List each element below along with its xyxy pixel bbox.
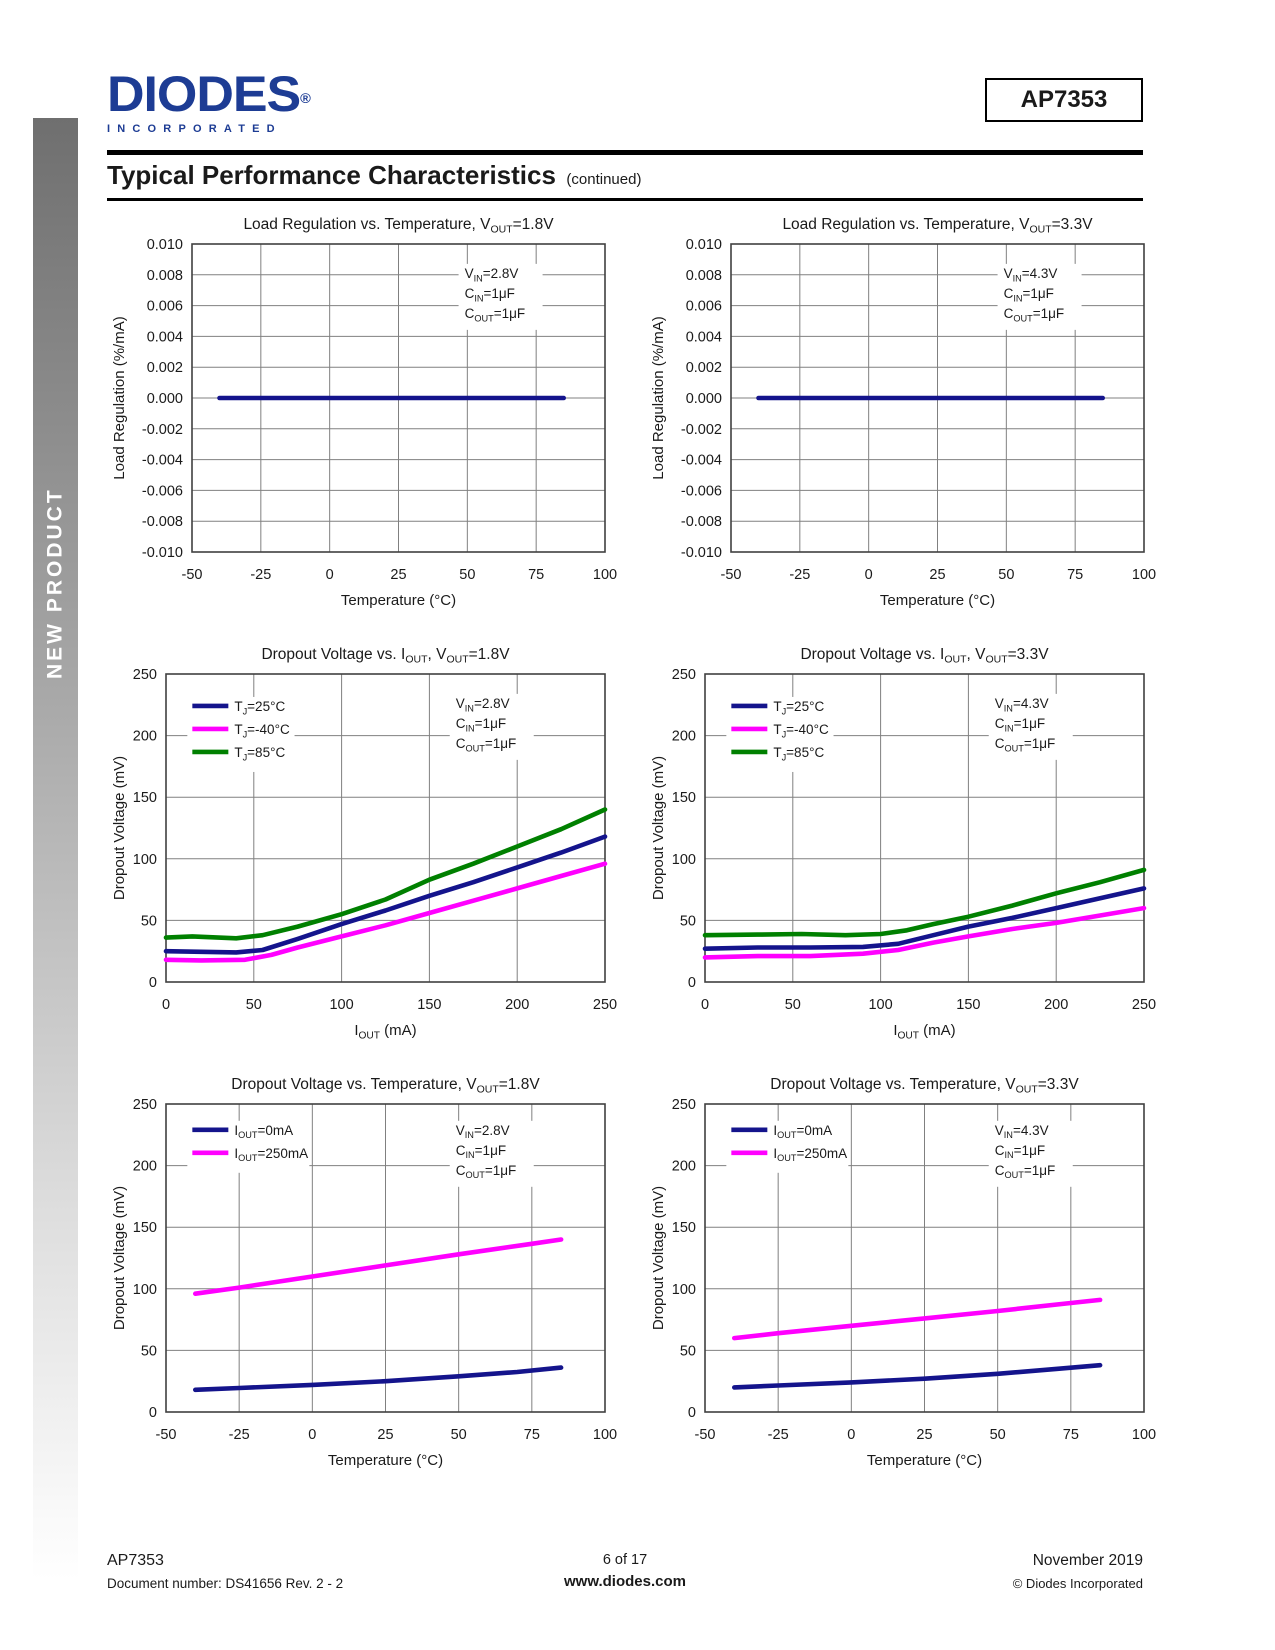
y-tick-label: 0 (148, 975, 157, 991)
x-tick-label: 100 (592, 1427, 618, 1443)
y-axis-label: Dropout Voltage (mV) (650, 1185, 667, 1331)
footer-date: November 2019 (1032, 1552, 1143, 1569)
x-tick-label: 50 (459, 567, 476, 583)
chart-svg-dropout-vs-iout-3v3 (643, 640, 1158, 1042)
part-number-badge: AP7353 (985, 78, 1143, 122)
annotation-line: $V_{IN}=4.3V$ (994, 695, 1049, 714)
annotation-line: $C_{IN}=1\mu F$ (994, 715, 1046, 734)
y-tick-label: 0.004 (685, 329, 722, 346)
legend-label: $T_J=85^\circ C$ (234, 744, 286, 763)
x-tick-label: 200 (1044, 997, 1069, 1013)
chart-dropout-vs-temp-1v8 (104, 1070, 619, 1472)
series-line (195, 1240, 561, 1294)
x-tick-label: 0 (700, 997, 710, 1013)
x-tick-label: -25 (767, 1427, 789, 1443)
diodes-logo-text: DIODES (107, 66, 301, 122)
x-tick-label: -50 (181, 567, 203, 583)
legend-label: $I_{OUT}=0mA$ (773, 1122, 833, 1141)
chart-load-regulation-1v8 (104, 210, 619, 612)
y-tick-label: 50 (679, 1343, 696, 1360)
annotation-line: $C_{IN}=1\mu F$ (455, 715, 507, 734)
y-tick-label: 150 (671, 790, 696, 807)
y-tick-label: -0.006 (141, 483, 183, 500)
x-tick-label: -25 (228, 1427, 250, 1443)
footer-copyright: © Diodes Incorporated (1012, 1576, 1143, 1591)
chart-svg-dropout-vs-iout-1v8 (104, 640, 619, 1042)
series-line (195, 1368, 561, 1390)
y-tick-label: -0.010 (141, 545, 183, 561)
y-tick-label: -0.006 (680, 483, 722, 500)
y-tick-label: 0.008 (685, 267, 722, 284)
y-tick-label: 250 (132, 667, 157, 683)
footer-center (564, 1552, 686, 1590)
y-tick-label: -0.002 (141, 421, 183, 438)
y-tick-label: 100 (671, 851, 696, 868)
x-axis-label: Temperature (°C) (879, 592, 996, 609)
annotation-line: $C_{OUT}=1\mu F$ (994, 1162, 1056, 1181)
annotation-line: $C_{IN}=1\mu F$ (464, 285, 515, 304)
x-tick-label: 100 (592, 567, 618, 583)
x-tick-label: 250 (592, 997, 618, 1013)
chart-svg-load-regulation-1v8 (104, 210, 619, 612)
y-tick-label: 100 (132, 851, 157, 868)
footer-website-link[interactable]: www.diodes.com (564, 1573, 686, 1590)
section-title-bar (107, 150, 1143, 201)
y-tick-label: -0.008 (141, 514, 183, 531)
annotation-line: $V_{IN}=2.8V$ (455, 695, 510, 714)
y-tick-label: 0 (148, 1405, 157, 1421)
x-tick-label: 75 (1067, 567, 1084, 583)
y-tick-label: 150 (132, 1220, 157, 1237)
annotation-line: $C_{IN}=1\mu F$ (455, 1142, 507, 1161)
x-tick-label: -25 (250, 567, 272, 583)
annotation-line: $C_{IN}=1\mu F$ (994, 1142, 1046, 1161)
diodes-logo-wordmark (107, 66, 310, 122)
diodes-logo-subtext: INCORPORATED (107, 123, 282, 135)
y-tick-label: 0.006 (146, 298, 183, 315)
y-tick-label: -0.008 (680, 514, 722, 531)
chart-svg-dropout-vs-temp-1v8 (104, 1070, 619, 1472)
x-tick-label: 0 (325, 567, 334, 583)
chart-grid (104, 210, 1158, 1472)
x-tick-label: 75 (523, 1427, 540, 1443)
y-axis-label: Dropout Voltage (mV) (650, 755, 667, 901)
annotation-line: $C_{OUT}=1\mu F$ (455, 1162, 517, 1181)
x-axis-label: $I_{OUT}$ (mA) (354, 1022, 417, 1042)
annotation-line: $C_{IN}=1\mu F$ (1003, 285, 1054, 304)
y-tick-label: 200 (671, 1158, 696, 1175)
new-product-sidebar (33, 118, 78, 1580)
legend-label: $T_J=-40^\circ C$ (773, 721, 829, 740)
y-tick-label: 0.006 (685, 298, 722, 315)
chart-dropout-vs-iout-3v3 (643, 640, 1158, 1042)
x-tick-label: 25 (929, 567, 946, 583)
y-tick-label: 250 (671, 1097, 696, 1113)
x-axis-label: $I_{OUT}$ (mA) (893, 1022, 956, 1042)
x-tick-label: 0 (864, 567, 873, 583)
y-tick-label: 0 (687, 975, 696, 991)
page-footer (107, 1552, 1143, 1591)
y-axis-label: Load Regulation (%/mA) (650, 316, 667, 480)
legend-label: $T_J=25^\circ C$ (234, 698, 286, 717)
x-tick-label: 50 (998, 567, 1015, 583)
annotation-line: $V_{IN}=4.3V$ (994, 1122, 1049, 1141)
annotation-line: $C_{OUT}=1\mu F$ (1003, 305, 1065, 324)
y-tick-label: 0.000 (685, 391, 722, 407)
x-axis-label: Temperature (°C) (327, 1452, 444, 1469)
legend-label: $T_J=25^\circ C$ (773, 698, 825, 717)
legend-label: $T_J=85^\circ C$ (773, 744, 825, 763)
y-axis-label: Dropout Voltage (mV) (111, 1185, 128, 1331)
footer-right (686, 1552, 1143, 1591)
legend-label: $I_{OUT}=250mA$ (773, 1145, 848, 1164)
y-tick-label: 0.008 (146, 267, 183, 284)
footer-part-number: AP7353 (107, 1552, 164, 1569)
new-product-label: NEW PRODUCT (43, 487, 67, 679)
series-line (734, 1365, 1100, 1387)
y-tick-label: 150 (132, 790, 157, 807)
legend-label: $T_J=-40^\circ C$ (234, 721, 290, 740)
chart-svg-load-regulation-3v3 (643, 210, 1158, 612)
x-tick-label: -50 (720, 567, 742, 583)
annotation-line: $V_{IN}=2.8V$ (464, 265, 519, 284)
footer-left (107, 1552, 564, 1591)
annotation-line: $V_{IN}=4.3V$ (1003, 265, 1058, 284)
series-line (166, 810, 605, 939)
x-tick-label: 100 (868, 997, 893, 1013)
x-tick-label: 150 (417, 997, 442, 1013)
x-tick-label: 25 (377, 1427, 394, 1443)
x-tick-label: 0 (308, 1427, 317, 1443)
y-tick-label: 0.010 (685, 237, 722, 253)
annotation-line: $C_{OUT}=1\mu F$ (464, 305, 526, 324)
chart-load-regulation-3v3 (643, 210, 1158, 612)
x-tick-label: 200 (505, 997, 530, 1013)
y-tick-label: 0.002 (685, 360, 722, 377)
y-tick-label: -0.004 (141, 452, 183, 469)
x-tick-label: 25 (390, 567, 407, 583)
y-tick-label: -0.010 (680, 545, 722, 561)
annotation-line: $V_{IN}=2.8V$ (455, 1122, 510, 1141)
x-tick-label: 50 (989, 1427, 1006, 1443)
legend-label: $I_{OUT}=0mA$ (234, 1122, 294, 1141)
x-tick-label: 75 (1062, 1427, 1079, 1443)
x-tick-label: 0 (161, 997, 171, 1013)
y-tick-label: -0.004 (680, 452, 722, 469)
x-axis-label: Temperature (°C) (340, 592, 457, 609)
y-tick-label: 200 (132, 1158, 157, 1175)
section-title: Typical Performance Characteristics (107, 160, 556, 190)
chart-title: Dropout Voltage vs. Temperature, $V_{OUT}=3.3V$ (770, 1076, 1079, 1096)
series-line (166, 837, 605, 953)
chart-svg-dropout-vs-temp-3v3 (643, 1070, 1158, 1472)
y-axis-label: Load Regulation (%/mA) (111, 316, 128, 480)
diodes-logo (107, 66, 310, 135)
y-tick-label: 0.000 (146, 391, 183, 407)
annotation-line: $C_{OUT}=1\mu F$ (994, 735, 1056, 754)
chart-title: Load Regulation vs. Temperature, $V_{OUT}=1.8V$ (243, 216, 554, 236)
x-tick-label: -25 (789, 567, 811, 583)
chart-dropout-vs-iout-1v8 (104, 640, 619, 1042)
section-title-suffix: (continued) (566, 171, 642, 188)
chart-title: Dropout Voltage vs. $I_{OUT}$, $V_{OUT}=1.8V$ (261, 646, 510, 666)
x-tick-label: 250 (1131, 997, 1157, 1013)
chart-title: Dropout Voltage vs. $I_{OUT}$, $V_{OUT}=3.3V$ (800, 646, 1049, 666)
y-tick-label: 150 (671, 1220, 696, 1237)
y-tick-label: -0.002 (680, 421, 722, 438)
y-tick-label: 200 (671, 728, 696, 745)
y-tick-label: 200 (132, 728, 157, 745)
y-tick-label: 250 (671, 667, 696, 683)
registered-mark-icon: ® (300, 90, 310, 106)
y-tick-label: 0 (687, 1405, 696, 1421)
y-tick-label: 50 (140, 913, 157, 930)
y-tick-label: 100 (671, 1281, 696, 1298)
x-tick-label: 100 (1131, 567, 1157, 583)
legend-label: $I_{OUT}=250mA$ (234, 1145, 309, 1164)
y-tick-label: 50 (679, 913, 696, 930)
footer-document-number: Document number: DS41656 Rev. 2 - 2 (107, 1576, 344, 1591)
annotation-line: $C_{OUT}=1\mu F$ (455, 735, 517, 754)
y-tick-label: 0.010 (146, 237, 183, 253)
x-axis-label: Temperature (°C) (866, 1452, 983, 1469)
y-tick-label: 0.002 (146, 360, 183, 377)
x-tick-label: -50 (155, 1427, 177, 1443)
y-axis-label: Dropout Voltage (mV) (111, 755, 128, 901)
x-tick-label: 50 (784, 997, 801, 1013)
x-tick-label: -50 (694, 1427, 716, 1443)
chart-title: Dropout Voltage vs. Temperature, $V_{OUT}=1.8V$ (231, 1076, 540, 1096)
x-tick-label: 0 (847, 1427, 856, 1443)
footer-page-number: 6 of 17 (602, 1552, 648, 1568)
x-tick-label: 75 (528, 567, 545, 583)
x-tick-label: 50 (245, 997, 262, 1013)
series-line (734, 1300, 1100, 1338)
y-tick-label: 50 (140, 1343, 157, 1360)
chart-title: Load Regulation vs. Temperature, $V_{OUT}=3.3V$ (782, 216, 1093, 236)
chart-dropout-vs-temp-3v3 (643, 1070, 1158, 1472)
x-tick-label: 50 (450, 1427, 467, 1443)
x-tick-label: 100 (329, 997, 354, 1013)
y-tick-label: 0.004 (146, 329, 183, 346)
x-tick-label: 150 (956, 997, 981, 1013)
x-tick-label: 100 (1131, 1427, 1157, 1443)
y-tick-label: 100 (132, 1281, 157, 1298)
x-tick-label: 25 (916, 1427, 933, 1443)
y-tick-label: 250 (132, 1097, 157, 1113)
